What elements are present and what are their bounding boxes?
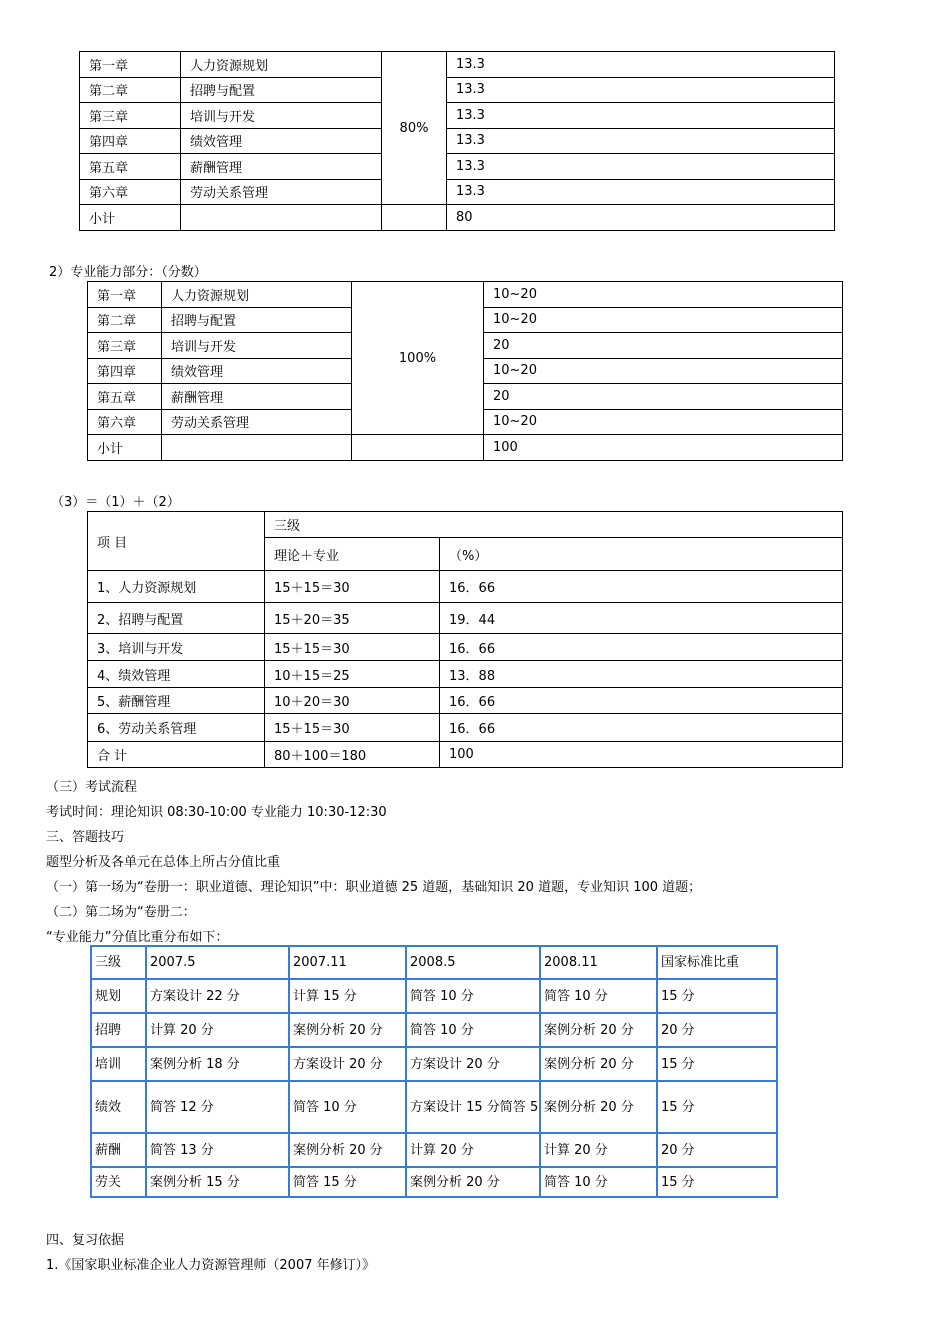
score-cell: 20 分	[657, 1013, 777, 1047]
unit-cell: 招聘	[91, 1013, 146, 1047]
sum-cell: 10＋15＝25	[265, 661, 440, 688]
total-row	[88, 742, 843, 768]
pct-header: （%）	[440, 538, 843, 571]
item-cell: 3、培训与开发	[88, 634, 265, 661]
table-row	[88, 688, 843, 714]
table-row	[91, 1081, 777, 1133]
header-cell: 2007.11	[289, 946, 406, 979]
score-cell: 简答 10 分	[540, 1167, 657, 1197]
score-cell: 15 分	[657, 1167, 777, 1197]
sum-cell: 15＋15＝30	[265, 634, 440, 661]
score-cell: 简答 10 分	[406, 1013, 540, 1047]
header-cell: 2008.11	[540, 946, 657, 979]
topic-cell: 劳动关系管理	[162, 409, 352, 435]
topic-cell: 培训与开发	[162, 333, 352, 359]
chapter-cell: 第二章	[80, 77, 181, 103]
chapter-cell: 第五章	[80, 154, 181, 180]
percent-cell: 100%	[352, 282, 484, 435]
empty-cell	[181, 205, 382, 231]
score-cell: 15 分	[657, 1081, 777, 1133]
score-cell: 13.3	[447, 77, 835, 103]
topic-cell: 绩效管理	[162, 358, 352, 384]
chapter-cell: 第二章	[88, 307, 162, 333]
item-cell: 6、劳动关系管理	[88, 714, 265, 742]
item-cell: 1、人力资源规划	[88, 571, 265, 603]
score-cell: 简答 10 分	[406, 979, 540, 1013]
unit-cell: 培训	[91, 1047, 146, 1081]
tips-heading: 三、答题技巧	[46, 830, 125, 845]
score-cell: 计算 20 分	[540, 1133, 657, 1167]
chapter-cell: 第六章	[80, 179, 181, 205]
pct-cell: 16．66	[440, 571, 843, 603]
subtotal-row	[80, 205, 835, 231]
score-cell: 案例分析 20 分	[289, 1013, 406, 1047]
score-cell: 简答 15 分	[289, 1167, 406, 1197]
empty-cell	[162, 435, 352, 461]
score-cell: 方案设计 15 分简答 5	[406, 1081, 540, 1133]
topic-cell: 人力资源规划	[181, 52, 382, 78]
subtotal-row	[88, 435, 843, 461]
score-cell: 15 分	[657, 979, 777, 1013]
topic-cell: 招聘与配置	[181, 77, 382, 103]
chapter-cell: 第三章	[80, 103, 181, 129]
reference-1: 1.《国家职业标准企业人力资源管理师（2007 年修订）》	[46, 1258, 376, 1273]
item-header: 项 目	[88, 512, 265, 571]
section-heading-professional: 2）专业能力部分：（分数）	[49, 265, 207, 280]
score-cell: 13.3	[447, 103, 835, 129]
topic-cell: 人力资源规划	[162, 282, 352, 308]
analysis-line: 题型分析及各单元在总体上所占分值比重	[46, 855, 281, 870]
subtotal-label: 小计	[80, 205, 181, 231]
score-cell: 10~20	[484, 358, 843, 384]
subtotal-value: 100	[484, 435, 843, 461]
theory-score-table	[79, 51, 835, 231]
score-cell: 15 分	[657, 1047, 777, 1081]
review-heading: 四、复习依据	[46, 1233, 125, 1248]
empty-cell	[352, 435, 484, 461]
pct-cell: 16．66	[440, 688, 843, 714]
score-cell: 20	[484, 333, 843, 359]
subtotal-value: 80	[447, 205, 835, 231]
topic-cell: 培训与开发	[181, 103, 382, 129]
chapter-cell: 第一章	[88, 282, 162, 308]
subtotal-label: 小计	[88, 435, 162, 461]
unit-cell: 绩效	[91, 1081, 146, 1133]
sum-header: 理论＋专业	[265, 538, 440, 571]
score-cell: 简答 12 分	[146, 1081, 289, 1133]
table-row	[80, 128, 835, 154]
table-row	[91, 1133, 777, 1167]
unit-cell: 规划	[91, 979, 146, 1013]
pct-cell: 16．66	[440, 634, 843, 661]
percent-cell: 80%	[382, 52, 447, 205]
score-cell: 13.3	[447, 154, 835, 180]
first-session-line: （一）第一场为“卷册一：职业道德、理论知识”中：职业道德 25 道题，基础知识 20 道题，专业知识 100 道题；	[46, 880, 702, 895]
table-row	[88, 634, 843, 661]
score-cell: 方案设计 20 分	[406, 1047, 540, 1081]
item-cell: 5、薪酬管理	[88, 688, 265, 714]
score-cell: 方案设计 20 分	[289, 1047, 406, 1081]
score-cell: 20 分	[657, 1133, 777, 1167]
table-row	[91, 1167, 777, 1197]
empty-cell	[382, 205, 447, 231]
header-cell: 2008.5	[406, 946, 540, 979]
score-cell: 简答 10 分	[540, 979, 657, 1013]
total-pct: 100	[440, 742, 843, 768]
pct-cell: 13．88	[440, 661, 843, 688]
sum-cell: 15＋15＝30	[265, 571, 440, 603]
unit-cell: 劳关	[91, 1167, 146, 1197]
professional-score-table	[87, 281, 843, 461]
section-heading-total: （3）＝（1）＋（2）	[51, 495, 180, 510]
header-cell: 2007.5	[146, 946, 289, 979]
topic-cell: 绩效管理	[181, 128, 382, 154]
score-cell: 简答 13 分	[146, 1133, 289, 1167]
score-cell: 13.3	[447, 179, 835, 205]
header-cell: 国家标准比重	[657, 946, 777, 979]
chapter-cell: 第四章	[80, 128, 181, 154]
score-cell: 13.3	[447, 128, 835, 154]
total-label: 合 计	[88, 742, 265, 768]
table-row	[80, 179, 835, 205]
score-cell: 案例分析 20 分	[540, 1013, 657, 1047]
chapter-cell: 第五章	[88, 384, 162, 410]
exam-time-line: 考试时间：理论知识 08:30-10:00 专业能力 10:30-12:30	[46, 805, 387, 820]
score-cell: 案例分析 20 分	[540, 1047, 657, 1081]
header-row	[91, 946, 777, 979]
table-row	[91, 979, 777, 1013]
score-cell: 计算 20 分	[146, 1013, 289, 1047]
distribution-line: “专业能力”分值比重分布如下：	[46, 930, 229, 945]
score-cell: 20	[484, 384, 843, 410]
score-cell: 计算 15 分	[289, 979, 406, 1013]
score-cell: 案例分析 20 分	[540, 1081, 657, 1133]
table-row	[91, 1047, 777, 1081]
score-cell: 简答 10 分	[289, 1081, 406, 1133]
table-row	[88, 571, 843, 603]
pct-cell: 19．44	[440, 603, 843, 634]
level-header: 三级	[265, 512, 843, 538]
score-cell: 方案设计 22 分	[146, 979, 289, 1013]
table-row	[88, 661, 843, 688]
table-row	[88, 282, 843, 308]
sum-cell: 10＋20＝30	[265, 688, 440, 714]
total-sum: 80＋100＝180	[265, 742, 440, 768]
score-cell: 案例分析 18 分	[146, 1047, 289, 1081]
chapter-cell: 第六章	[88, 409, 162, 435]
topic-cell: 招聘与配置	[162, 307, 352, 333]
table-row	[88, 714, 843, 742]
chapter-cell: 第一章	[80, 52, 181, 78]
chapter-cell: 第三章	[88, 333, 162, 359]
table-row	[80, 103, 835, 129]
score-cell: 13.3	[447, 52, 835, 78]
item-cell: 2、招聘与配置	[88, 603, 265, 634]
table-row	[80, 154, 835, 180]
score-distribution-table	[90, 945, 778, 1198]
combined-score-table	[87, 511, 843, 768]
score-cell: 案例分析 20 分	[289, 1133, 406, 1167]
sum-cell: 15＋20＝35	[265, 603, 440, 634]
unit-cell: 薪酬	[91, 1133, 146, 1167]
second-session-line: （二）第二场为“卷册二：	[46, 905, 196, 920]
exam-process-heading: （三）考试流程	[46, 780, 138, 795]
table-row	[88, 603, 843, 634]
item-cell: 4、绩效管理	[88, 661, 265, 688]
score-cell: 计算 20 分	[406, 1133, 540, 1167]
header-cell: 三级	[91, 946, 146, 979]
score-cell: 案例分析 15 分	[146, 1167, 289, 1197]
chapter-cell: 第四章	[88, 358, 162, 384]
table-row	[80, 52, 835, 78]
topic-cell: 薪酬管理	[162, 384, 352, 410]
score-cell: 10~20	[484, 409, 843, 435]
score-cell: 案例分析 20 分	[406, 1167, 540, 1197]
table-row	[80, 77, 835, 103]
table-row	[91, 1013, 777, 1047]
pct-cell: 16．66	[440, 714, 843, 742]
sum-cell: 15＋15＝30	[265, 714, 440, 742]
score-cell: 10~20	[484, 307, 843, 333]
topic-cell: 薪酬管理	[181, 154, 382, 180]
score-cell: 10~20	[484, 282, 843, 308]
topic-cell: 劳动关系管理	[181, 179, 382, 205]
